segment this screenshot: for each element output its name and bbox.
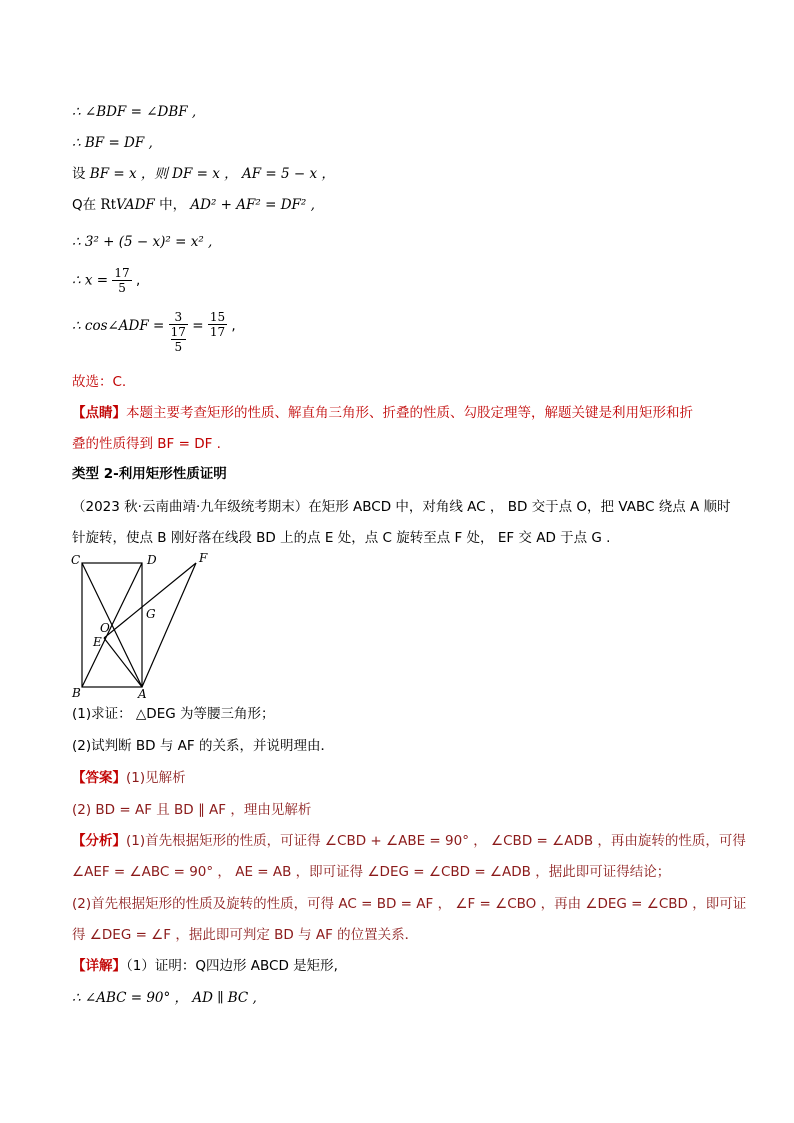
- label-b: B: [72, 686, 81, 698]
- fraction-15-17: $\frac{15}{17}$: [209, 310, 226, 339]
- line-set-bf: 设 BF = x ，则 DF = x ， AF = 5 − x ，: [72, 166, 335, 182]
- answer-line-1: 【答案】(1)见解析: [72, 770, 186, 786]
- segment-ae: [104, 638, 142, 687]
- label-e: E: [93, 635, 102, 649]
- line-bf-df: ∴ BF = DF ,: [72, 135, 153, 151]
- question-1: (1)求证： △DEG 为等腰三角形；: [72, 706, 275, 722]
- segment-af: [142, 563, 196, 687]
- line-rt-triangle: Q在 RtVADF 中， AD² + AF² = DF² ,: [72, 197, 315, 213]
- line-angle-bdf: ∴ ∠BDF = ∠DBF ,: [72, 104, 197, 120]
- segment-fe: [104, 563, 196, 638]
- detail-line-2: ∴ ∠ABC = 90° ， AD ∥ BC ,: [72, 990, 257, 1006]
- section-heading: 类型 2-利用矩形性质证明: [72, 466, 227, 482]
- analysis-line-2: ∠AEF = ∠ABC = 90° ， AE = AB ，即可证得 ∠DEG = ∠CBD = ∠ADB ，据此即可证得结论；: [72, 864, 671, 880]
- fraction-3-over-17-5: 3 17 5: [170, 310, 186, 354]
- line-dianjing-cont: 叠的性质得到 BF = DF .: [72, 436, 221, 452]
- line-cos: ∴ cos∠ADF = 3 17 5 = $\frac{15}{17}$ ,: [72, 310, 236, 354]
- label-c: C: [71, 553, 81, 567]
- answer-line-2: (2) BD = AF 且 BD ∥ AF ，理由见解析: [72, 802, 312, 818]
- line-dianjing: 【点睛】本题主要考查矩形的性质、解直角三角形、折叠的性质、勾股定理等，解题关键是利用矩形和折: [72, 405, 693, 421]
- line-answer-choice: 故选：C.: [72, 374, 127, 390]
- label-g: G: [146, 607, 156, 621]
- analysis-line-3: (2)首先根据矩形的性质及旋转的性质，可得 AC = BD = AF ， ∠F = ∠CBO ，再由 ∠DEG = ∠CBD ，即可证: [72, 896, 747, 912]
- line-equation: ∴ 3² + (5 − x)² = x² ,: [72, 234, 213, 250]
- label-o: O: [100, 621, 110, 635]
- label-d: D: [147, 553, 157, 567]
- question-2: (2)试判断 BD 与 AF 的关系，并说明理由．: [72, 738, 334, 754]
- geometry-figure: [68, 548, 218, 698]
- detail-line-1: 【详解】（1）证明：Q四边形 ABCD 是矩形,: [72, 958, 338, 974]
- label-a: A: [138, 687, 147, 698]
- fraction-17-5: $\frac{17}{5}$: [114, 266, 130, 295]
- problem-statement-1: （2023 秋·云南曲靖·九年级统考期末）在矩形 ABCD 中，对角线 AC ， BD 交于点 O，把 VABC 绕点 A 顺时: [72, 499, 731, 515]
- line-x-value: ∴ x = $\frac{17}{5}$ ,: [72, 266, 141, 295]
- problem-statement-2: 针旋转，使点 B 刚好落在线段 BD 上的点 E 处，点 C 旋转至点 F 处， EF 交 AD 于点 G .: [72, 530, 611, 546]
- analysis-line-1: 【分析】(1)首先根据矩形的性质，可证得 ∠CBD + ∠ABE = 90° ， ∠CBD = ∠ADB ，再由旋转的性质，可得: [72, 833, 746, 849]
- label-f: F: [199, 551, 208, 565]
- analysis-line-4: 得 ∠DEG = ∠F ，据此即可判定 BD 与 AF 的位置关系．: [72, 927, 419, 943]
